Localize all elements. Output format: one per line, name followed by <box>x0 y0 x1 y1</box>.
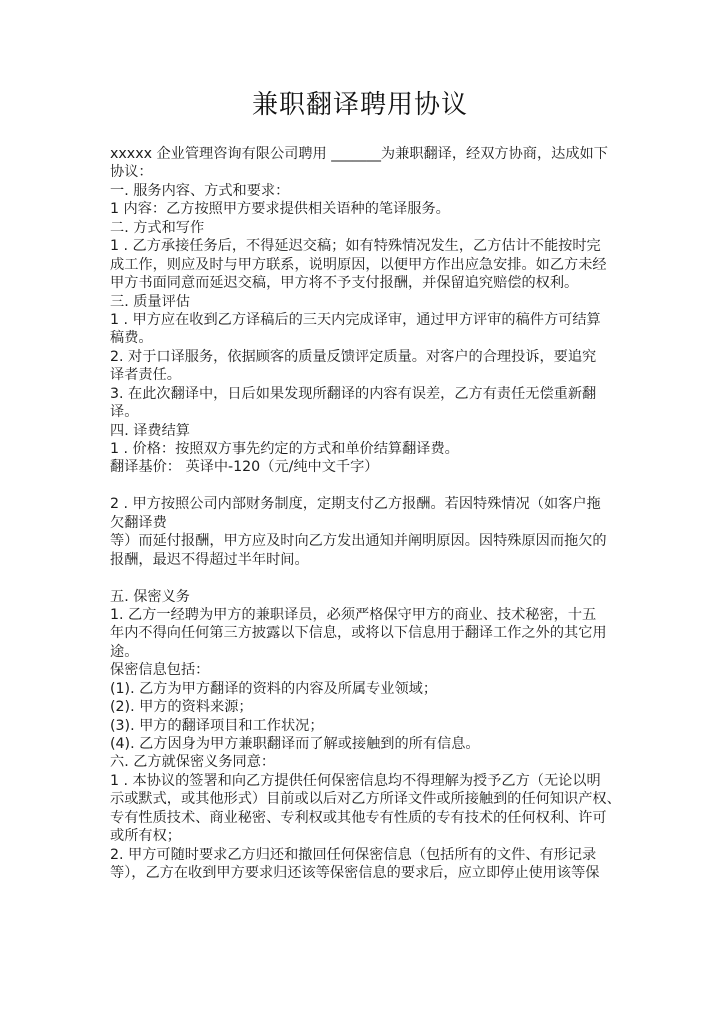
clause-line: 3. 在此次翻译中，日后如果发现所翻译的内容有误差，乙方有责任无偿重新翻 <box>110 385 597 402</box>
section-heading: 一. 服务内容、方式和要求： <box>110 182 290 199</box>
clause-line: 欠翻译费 <box>110 514 167 531</box>
section-heading: 六. 乙方就保密义务同意： <box>110 754 276 771</box>
blank-line <box>110 477 615 495</box>
clause-line: 1 内容：乙方按照甲方要求提供相关语种的笔译服务。 <box>110 201 450 218</box>
clause-line: 1 . 本协议的签署和向乙方提供任何保密信息均不得理解为授予乙方（无论以明 <box>110 772 601 789</box>
clause-line: 专有性质技术、商业秘密、专利权或其他专有性质的专有技术的任何权利、许可 <box>110 809 607 826</box>
clause-line: 等），乙方在收到甲方要求归还该等保密信息的要求后，应立即停止使用该等保 <box>110 865 600 882</box>
clause-line: 稿费。 <box>110 330 153 347</box>
clause-line: 成工作，则应及时与甲方联系，说明原因，以便甲方作出应急安排。如乙方未经 <box>110 256 607 273</box>
clause-line: 2. 甲方可随时要求乙方归还和撤回任何保密信息（包括所有的文件、有形记录 <box>110 846 597 863</box>
clause-line: 年内不得向任何第三方披露以下信息，或将以下信息用于翻译工作之外的其它用 <box>110 625 607 642</box>
blank-line <box>110 569 615 587</box>
section-heading: 四. 译费结算 <box>110 422 190 439</box>
clause-line: 示或默式，或其他形式）目前或以后对乙方所译文件或所接触到的任何知识产权、 <box>110 791 621 808</box>
section-heading: 三. 质量评估 <box>110 293 190 310</box>
clause-line: 或所有权； <box>110 828 181 845</box>
section-heading: 五. 保密义务 <box>110 588 190 605</box>
clause-line: 等）而延付报酬，甲方应及时向乙方发出通知并阐明原因。因特殊原因而拖欠的 <box>110 533 607 550</box>
clause-line: 译者责任。 <box>110 367 181 384</box>
clause-line: 译。 <box>110 404 139 421</box>
clause-line: 2 . 甲方按照公司内部财务制度，定期支付乙方报酬。若因特殊情况（如客户拖 <box>110 496 601 513</box>
clause-line: 甲方书面同意而延迟交稿，甲方将不予支付报酬，并保留追究赔偿的权利。 <box>110 275 579 292</box>
clause-line: 1 . 甲方应在收到乙方译稿后的三天内完成译审，通过甲方评审的稿件方可结算 <box>110 311 601 328</box>
base-price-line: 翻译基价： 英译中-120（元/纯中文千字） <box>110 459 379 476</box>
clause-line: 1 . 乙方承接任务后，不得延迟交稿；如有特殊情况发生，乙方估计不能按时完 <box>110 238 601 255</box>
clause-line: 保密信息包括： <box>110 662 210 679</box>
section-heading: 二. 方式和写作 <box>110 219 205 236</box>
clause-line: 途。 <box>110 643 139 660</box>
clause-line: 1 . 价格：按照双方事先约定的方式和单价结算翻译费。 <box>110 441 459 457</box>
list-item: (2). 甲方的资料来源； <box>110 699 253 716</box>
intro-line: 协议： <box>110 164 153 181</box>
intro-line: xxxxx 企业管理咨询有限公司聘用 _______为兼职翻译，经双方协商，达成如下 <box>110 146 608 162</box>
document-body <box>110 145 621 883</box>
document-title: 兼职翻译聘用协议 <box>251 90 468 120</box>
clause-line: 1. 乙方一经聘为甲方的兼职译员，必须严格保守甲方的商业、技术秘密，十五 <box>110 606 597 623</box>
clause-line: 报酬，最迟不得超过半年时间。 <box>110 551 309 568</box>
list-item: (3). 甲方的翻译项目和工作状况； <box>110 717 324 734</box>
list-item: (4). 乙方因身为甲方兼职翻译而了解或接触到的所有信息。 <box>110 736 480 752</box>
clause-line: 2. 对于口译服务，依据顾客的质量反馈评定质量。对客户的合理投诉，要追究 <box>110 348 597 365</box>
list-item: (1). 乙方为甲方翻译的资料的内容及所属专业领域； <box>110 680 438 697</box>
